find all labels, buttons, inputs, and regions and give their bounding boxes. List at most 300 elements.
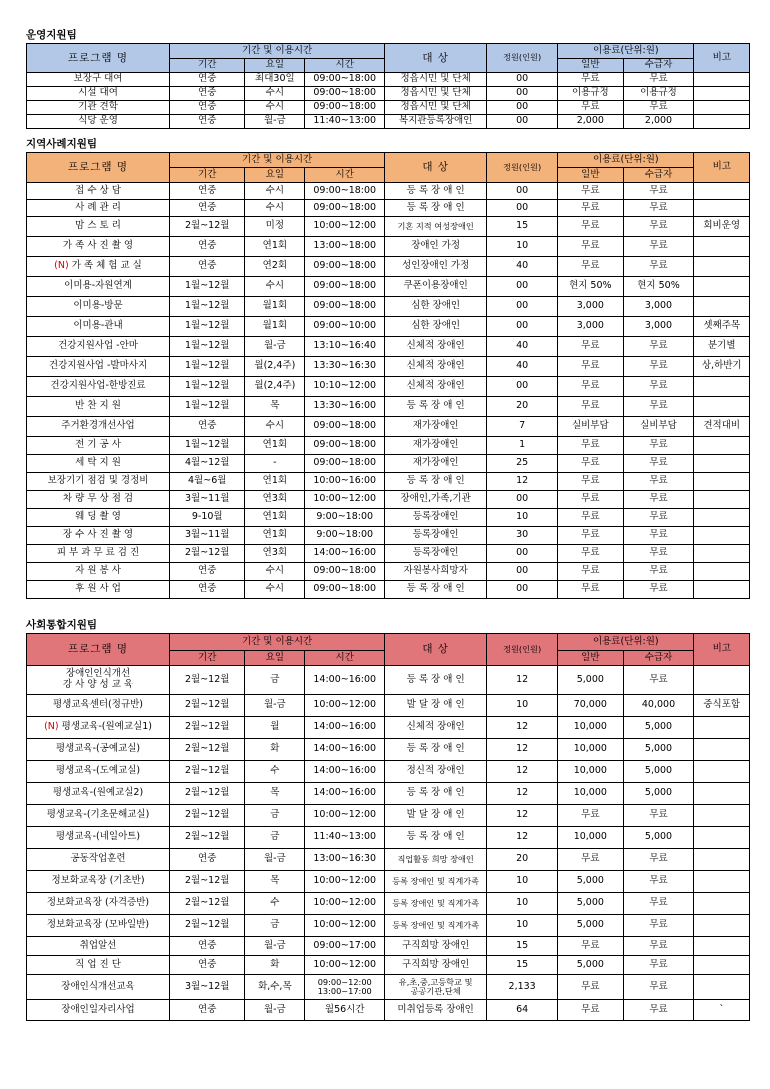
recipient-fee-cell-text: 무료: [649, 201, 668, 213]
general-fee-cell: [558, 317, 623, 337]
header-recipient: 수급자: [623, 651, 694, 666]
table-row: [27, 761, 750, 783]
recipient-fee-cell: [623, 761, 694, 783]
target-cell-text: 구직희망 장애인: [402, 939, 470, 951]
recipient-fee-cell-text: 무료: [649, 340, 668, 352]
day-cell: [245, 277, 305, 297]
header-recipient: 수급자: [623, 59, 694, 73]
capacity-cell-text: 15: [516, 939, 529, 951]
day-cell-text: 화: [270, 743, 280, 755]
general-fee-cell: [558, 377, 623, 397]
recipient-fee-cell-text: 2,000: [644, 115, 673, 127]
time-cell-text: 09:00~18:00: [313, 565, 377, 577]
recipient-fee-cell: [623, 1000, 694, 1021]
header-target: 대 상: [385, 634, 487, 666]
day-cell: [245, 871, 305, 893]
target-cell-text: 심한 장애인: [411, 300, 461, 312]
target-cell-text: 등 록 장 애 인: [406, 673, 465, 685]
general-fee-cell-text: 무료: [581, 380, 600, 392]
capacity-cell-text: 20: [516, 400, 529, 412]
period-cell: [170, 827, 245, 849]
time-cell-text: 14:00~16:00: [313, 765, 377, 777]
period-cell-text: 2월~12월: [185, 765, 230, 777]
capacity-cell: [487, 581, 558, 599]
program-table: [26, 43, 750, 129]
capacity-cell-text: 00: [516, 493, 529, 505]
recipient-fee-cell: [623, 563, 694, 581]
program-name-cell: [27, 666, 170, 695]
program-name: 평생교육-(기초문해교실): [46, 809, 150, 821]
period-cell: [170, 563, 245, 581]
period-cell-text: 2월~12월: [185, 787, 230, 799]
time-cell: [305, 827, 385, 849]
program-name: 장애인일자리사업: [61, 1003, 135, 1015]
target-cell: [385, 805, 487, 827]
header-general: 일반: [558, 651, 623, 666]
program-name: 이미용-자원연계: [64, 280, 132, 292]
table-row: [27, 183, 750, 200]
table-row: [27, 397, 750, 417]
general-fee-cell-text: 무료: [581, 220, 600, 232]
general-fee-cell: [558, 183, 623, 200]
day-cell: [245, 717, 305, 739]
target-cell-text: 쿠폰이용장애인: [403, 280, 468, 292]
recipient-fee-cell-text: 실비부담: [640, 420, 677, 432]
day-cell-text: 월-금: [263, 853, 286, 865]
note-cell-text: 상,하반기: [701, 360, 742, 372]
capacity-cell: [487, 455, 558, 473]
general-fee-cell: [558, 783, 623, 805]
period-cell: [170, 297, 245, 317]
target-cell-text: 정읍시민 및 단체: [400, 73, 471, 85]
period-cell-text: 연중: [198, 73, 217, 85]
day-cell: [245, 893, 305, 915]
general-fee-cell: [558, 527, 623, 545]
day-cell: [245, 437, 305, 455]
target-cell-text: 복지관등록장애인: [398, 115, 473, 127]
period-cell: [170, 377, 245, 397]
recipient-fee-cell-text: 40,000: [641, 699, 676, 711]
capacity-cell-text: 00: [516, 280, 529, 292]
day-cell: [245, 827, 305, 849]
general-fee-cell-text: 5,000: [576, 875, 604, 887]
general-fee-cell-text: 무료: [581, 853, 600, 865]
recipient-fee-cell: [623, 849, 694, 871]
day-cell-text: 목: [270, 787, 280, 799]
period-cell-text: 1월~12월: [185, 320, 230, 332]
recipient-fee-cell: [623, 277, 694, 297]
recipient-fee-cell-text: 무료: [649, 875, 668, 887]
note-cell: [694, 115, 750, 129]
day-cell: [245, 975, 305, 1000]
day-cell-text: 미정: [265, 220, 285, 232]
program-name-cell: [27, 73, 170, 87]
day-cell: [245, 761, 305, 783]
general-fee-cell: [558, 666, 623, 695]
capacity-cell-text: 10: [516, 511, 529, 523]
target-cell: [385, 491, 487, 509]
recipient-fee-cell-text: 무료: [649, 260, 668, 272]
day-cell-text: 수시: [265, 565, 285, 577]
target-cell: [385, 437, 487, 455]
note-cell: [694, 937, 750, 956]
target-cell: [385, 871, 487, 893]
program-name-cell: [27, 805, 170, 827]
general-fee-cell: [558, 827, 623, 849]
program-name: 보장기기 점검 및 경정비: [47, 475, 149, 487]
target-cell-line2: 공공기관,단체: [410, 986, 461, 996]
capacity-cell-text: 12: [516, 809, 529, 821]
day-cell-text: 금: [270, 831, 280, 843]
period-cell: [170, 783, 245, 805]
time-cell: [305, 417, 385, 437]
program-name-cell: [27, 101, 170, 115]
capacity-cell-text: 00: [516, 201, 529, 213]
program-name: 자 원 봉 사: [75, 565, 121, 577]
period-cell: [170, 956, 245, 975]
program-name-cell: [27, 871, 170, 893]
header-note: 비고: [694, 634, 750, 666]
time-cell: [305, 437, 385, 455]
period-cell: [170, 87, 245, 101]
period-cell: [170, 473, 245, 491]
capacity-cell: [487, 695, 558, 717]
table-row: [27, 915, 750, 937]
program-name: 이미용-방문: [73, 300, 123, 312]
time-cell-text: 09:00~10:00: [313, 320, 377, 332]
period-cell: [170, 183, 245, 200]
capacity-cell: [487, 377, 558, 397]
header-program: 프로그램 명: [27, 153, 170, 183]
header-recipient: 수급자: [623, 168, 694, 183]
capacity-cell: [487, 473, 558, 491]
general-fee-cell-text: 10,000: [573, 831, 607, 843]
recipient-fee-cell-text: 무료: [649, 1003, 668, 1015]
day-cell-text: 연3회: [262, 493, 288, 505]
target-cell: [385, 217, 487, 237]
capacity-cell-text: 00: [516, 583, 529, 595]
day-cell-text: 금: [270, 673, 280, 685]
capacity-cell-text: 10: [516, 897, 529, 909]
recipient-fee-cell: [623, 297, 694, 317]
general-fee-cell: [558, 975, 623, 1000]
program-name: 가 족 사 진 촬 영: [62, 240, 134, 252]
program-name-cell: [27, 937, 170, 956]
general-fee-cell-text: 5,000: [576, 897, 604, 909]
section-title: 운영지원팀: [26, 29, 77, 41]
time-cell: [305, 695, 385, 717]
recipient-fee-cell: [623, 581, 694, 599]
capacity-cell-text: 20: [516, 853, 529, 865]
capacity-cell: [487, 563, 558, 581]
capacity-cell-text: 10: [516, 240, 529, 252]
day-cell-text: 월1회: [262, 320, 288, 332]
target-cell: [385, 527, 487, 545]
note-cell: [694, 101, 750, 115]
capacity-cell: [487, 937, 558, 956]
target-cell: [385, 956, 487, 975]
time-cell: [305, 915, 385, 937]
capacity-cell-text: 00: [516, 300, 529, 312]
general-fee-cell-text: 무료: [581, 457, 600, 469]
target-cell-text: 신체적 장애인: [406, 721, 465, 733]
time-cell-text: 09:00~18:00: [313, 73, 377, 85]
target-cell-text: 직업활동 희망 장애인: [397, 853, 474, 864]
time-cell-text: 14:00~16:00: [313, 547, 377, 559]
target-cell: [385, 915, 487, 937]
program-table: [26, 633, 750, 1021]
general-fee-cell-text: 무료: [581, 184, 600, 196]
time-cell-text: 9:00~18:00: [316, 529, 374, 541]
time-cell: [305, 297, 385, 317]
period-cell-text: 연중: [198, 115, 217, 127]
time-cell-text: 10:00~12:00: [313, 699, 377, 711]
target-cell-text: 기혼 지적 여성장애인: [397, 220, 474, 231]
capacity-cell: [487, 527, 558, 545]
recipient-fee-cell-text: 현지 50%: [637, 280, 680, 292]
general-fee-cell-text: 무료: [581, 201, 600, 213]
time-cell: [305, 357, 385, 377]
capacity-cell-text: 12: [516, 721, 529, 733]
note-cell: [694, 695, 750, 717]
target-cell-text: 정읍시민 및 단체: [400, 101, 471, 113]
capacity-cell-text: 12: [516, 787, 529, 799]
header-period: 기간: [170, 651, 245, 666]
capacity-cell: [487, 115, 558, 129]
period-cell-text: 연중: [198, 201, 217, 213]
recipient-fee-cell-text: 무료: [649, 101, 668, 113]
recipient-fee-cell: [623, 805, 694, 827]
general-fee-cell-text: 무료: [581, 493, 600, 505]
capacity-cell-text: 00: [516, 115, 529, 127]
recipient-fee-cell: [623, 397, 694, 417]
general-fee-cell: [558, 717, 623, 739]
general-fee-cell: [558, 237, 623, 257]
recipient-fee-cell-text: 무료: [649, 809, 668, 821]
period-cell-text: 4월~6월: [188, 475, 227, 487]
time-cell: [305, 217, 385, 237]
day-cell-text: 수시: [265, 87, 285, 99]
header-period: 기간: [170, 168, 245, 183]
day-cell-text: 연1회: [262, 240, 288, 252]
day-cell: [245, 849, 305, 871]
period-cell: [170, 357, 245, 377]
note-cell-text: 중식포함: [703, 699, 741, 711]
time-cell-text: 10:00~12:00: [313, 220, 377, 232]
general-fee-cell: [558, 871, 623, 893]
note-cell: [694, 1000, 750, 1021]
note-cell: [694, 417, 750, 437]
time-cell: [305, 455, 385, 473]
day-cell-text: 수: [270, 765, 280, 777]
note-cell: [694, 297, 750, 317]
note-cell: [694, 73, 750, 87]
capacity-cell-text: 40: [516, 360, 529, 372]
time-cell-text: 10:10~12:00: [313, 380, 377, 392]
capacity-cell: [487, 783, 558, 805]
period-cell-text: 연중: [198, 240, 217, 252]
capacity-cell: [487, 666, 558, 695]
period-cell-text: 1월~12월: [185, 340, 230, 352]
time-cell-text: 14:00~16:00: [313, 673, 377, 685]
target-cell: [385, 563, 487, 581]
period-cell-text: 1월~12월: [185, 360, 230, 372]
time-cell: [305, 1000, 385, 1021]
time-cell: [305, 527, 385, 545]
capacity-cell: [487, 73, 558, 87]
table-row: [27, 257, 750, 277]
program-name-line1: 장애인인식개선: [65, 668, 131, 680]
target-cell-text: 장애인 가정: [411, 240, 461, 252]
note-cell: [694, 357, 750, 377]
target-cell: [385, 317, 487, 337]
target-cell-text: 등 록 장 애 인: [406, 184, 465, 196]
recipient-fee-cell-text: 5,000: [644, 787, 673, 799]
program-name: 시설 대여: [78, 87, 118, 99]
day-cell-text: 화,수,목: [258, 980, 292, 992]
general-fee-cell-text: 3,000: [576, 300, 604, 312]
period-cell-text: 1월~12월: [185, 400, 230, 412]
capacity-cell-text: 12: [516, 743, 529, 755]
day-cell: [245, 527, 305, 545]
day-cell: [245, 1000, 305, 1021]
capacity-cell-text: 10: [516, 875, 529, 887]
recipient-fee-cell-text: 무료: [649, 583, 668, 595]
program-name-cell: [27, 417, 170, 437]
general-fee-cell: [558, 455, 623, 473]
capacity-cell: [487, 101, 558, 115]
day-cell-text: 연3회: [262, 547, 288, 559]
time-cell-text: 14:00~16:00: [313, 787, 377, 799]
program-name: 장 수 사 진 촬 영: [62, 529, 134, 541]
note-cell: [694, 200, 750, 217]
program-name-cell: [27, 317, 170, 337]
target-cell: [385, 87, 487, 101]
target-cell: [385, 473, 487, 491]
capacity-cell: [487, 956, 558, 975]
capacity-cell: [487, 717, 558, 739]
note-cell: [694, 805, 750, 827]
capacity-cell: [487, 437, 558, 455]
period-cell: [170, 527, 245, 545]
period-cell-text: 연중: [198, 184, 217, 196]
table-row: [27, 739, 750, 761]
capacity-cell: [487, 827, 558, 849]
header-fee-group: 이용료(단위:원): [558, 44, 694, 59]
capacity-cell-text: 12: [516, 765, 529, 777]
time-cell: [305, 956, 385, 975]
period-cell-text: 1월~12월: [185, 280, 230, 292]
capacity-cell-text: 00: [516, 87, 529, 99]
target-cell: [385, 297, 487, 317]
target-cell: [385, 1000, 487, 1021]
period-cell-text: 2월~12월: [185, 831, 230, 843]
day-cell-text: 수시: [265, 583, 285, 595]
capacity-cell: [487, 893, 558, 915]
period-cell: [170, 277, 245, 297]
recipient-fee-cell: [623, 337, 694, 357]
target-cell-text: 재가장애인: [412, 457, 459, 469]
day-cell: [245, 805, 305, 827]
time-cell-text: 13:00~18:00: [313, 240, 377, 252]
target-cell-text: 재가장애인: [412, 439, 459, 451]
program-name-cell: [27, 297, 170, 317]
program-name: 건강지원사업-한방진료: [50, 380, 146, 392]
time-cell-text: 10:00~12:00: [313, 919, 377, 931]
recipient-fee-cell-text: 무료: [649, 240, 668, 252]
target-cell-text: 등록 장애인 및 직계가족: [392, 919, 480, 930]
recipient-fee-cell: [623, 217, 694, 237]
section-title: 사회통합지원팀: [26, 619, 98, 631]
day-cell: [245, 491, 305, 509]
recipient-fee-cell-text: 무료: [649, 980, 668, 992]
capacity-cell-text: 1: [519, 439, 526, 451]
recipient-fee-cell: [623, 491, 694, 509]
general-fee-cell-text: 10,000: [573, 743, 607, 755]
day-cell: [245, 509, 305, 527]
note-cell: [694, 849, 750, 871]
day-cell: [245, 545, 305, 563]
target-cell: [385, 509, 487, 527]
period-cell: [170, 761, 245, 783]
program-name-cell: [27, 849, 170, 871]
target-cell: [385, 827, 487, 849]
recipient-fee-cell: [623, 893, 694, 915]
general-fee-cell-text: 10,000: [573, 787, 607, 799]
capacity-cell: [487, 915, 558, 937]
day-cell: [245, 937, 305, 956]
period-cell: [170, 200, 245, 217]
recipient-fee-cell: [623, 527, 694, 545]
recipient-fee-cell: [623, 257, 694, 277]
target-cell: [385, 717, 487, 739]
table-row: [27, 237, 750, 257]
time-cell-text: 13:00~16:30: [313, 853, 377, 865]
header-day: 요일: [245, 651, 305, 666]
day-cell-text: 연1회: [262, 529, 288, 541]
program-name-cell: [27, 491, 170, 509]
header-time: 시간: [305, 168, 385, 183]
capacity-cell-text: 7: [519, 420, 526, 432]
time-cell-text: 9:00~18:00: [316, 511, 374, 523]
note-cell: [694, 509, 750, 527]
capacity-cell-text: 00: [516, 565, 529, 577]
time-cell: [305, 237, 385, 257]
period-cell-text: 2월~12월: [185, 919, 230, 931]
target-cell: [385, 397, 487, 417]
target-cell-text: 등 록 장 애 인: [406, 743, 465, 755]
day-cell-text: 월: [270, 721, 280, 733]
capacity-cell: [487, 975, 558, 1000]
recipient-fee-cell: [623, 357, 694, 377]
target-cell: [385, 545, 487, 563]
program-name: 식당 운영: [78, 115, 118, 127]
general-fee-cell-text: 무료: [581, 73, 600, 85]
program-name-cell: [27, 200, 170, 217]
day-cell: [245, 377, 305, 397]
table-row: [27, 101, 750, 115]
target-cell-text: 장애인,가족,기관: [400, 493, 471, 505]
recipient-fee-cell: [623, 237, 694, 257]
table-row: [27, 455, 750, 473]
program-name: 피 부 과 무 료 검 진: [56, 547, 140, 559]
period-cell: [170, 915, 245, 937]
period-cell: [170, 695, 245, 717]
recipient-fee-cell-text: 이용규정: [640, 87, 677, 99]
general-fee-cell: [558, 397, 623, 417]
program-name-cell: [27, 115, 170, 129]
general-fee-cell: [558, 581, 623, 599]
